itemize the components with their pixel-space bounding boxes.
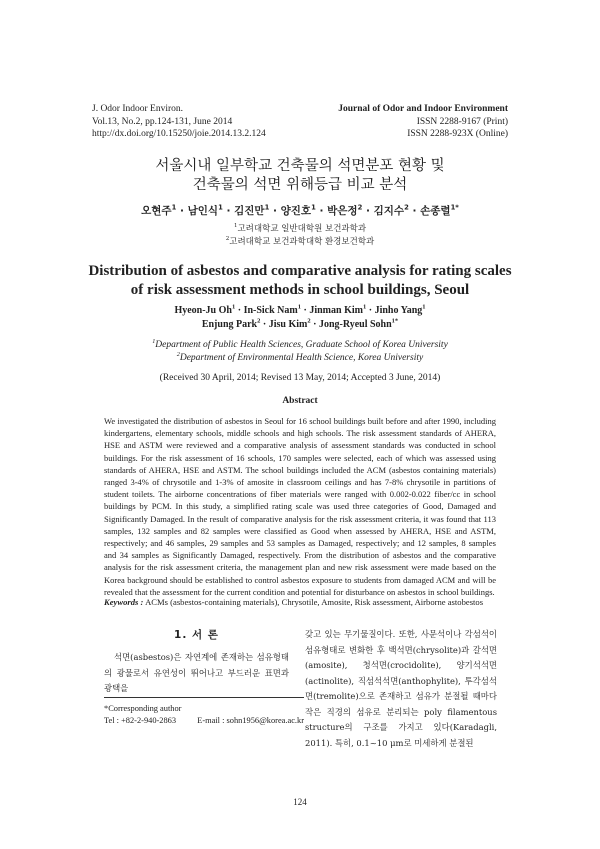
korean-authors: 오현주$^1$ · 남인식$^1$ · 김진만$^1$ · 양진호$^1$ · 박은정$^2$ · 김지수$^2$ · 손종렬$^{1*}$: [141, 203, 459, 217]
author: 오현주$^1$: [141, 203, 177, 217]
korean-title: [0, 157, 600, 195]
author: 김진만$^1$: [234, 203, 270, 217]
english-title-line1: Distribution of asbestos and comparative analysis for rating scales: [88, 263, 512, 279]
korean-affiliation-1: $^1$고려대학교 일반대학원 보건과학과: [233, 223, 367, 234]
author: 김지수$^2$: [373, 203, 409, 217]
email[interactable]: E-mail : sohn1956@korea.ac.kr: [197, 715, 304, 725]
author: 손종렬$^{1*}$: [420, 203, 459, 217]
issn-online: ISSN 2288-923X (Online): [407, 129, 508, 139]
author: 양진호$^1$: [280, 203, 316, 217]
author: Enjung Park$^2$: [201, 317, 261, 330]
english-authors: [0, 304, 600, 331]
journal-short-name: J. Odor Indoor Environ.: [92, 104, 184, 114]
volume-line: Vol.13, No.2, pp.124-131, June 2014: [92, 116, 233, 127]
english-affiliations: [0, 339, 600, 364]
contact-line: [104, 715, 304, 727]
english-title: [0, 262, 600, 300]
author: Jinho Yang$^1$: [374, 303, 426, 316]
abstract-heading: Abstract: [282, 396, 318, 406]
korean-title-line2: 건축물의 석면 위해등급 비교 분석: [192, 177, 408, 193]
english-authors-line2: Enjung Park$^2$ · Jisu Kim$^2$ · Jong-Ryeul Sohn$^{1*}$: [201, 317, 399, 330]
body-right-column: 갖고 있는 무기물질이다. 또한, 사문석이나 각섬석이 섬유형태로 변화한 후 백석면(chrysolite)과 갈석면(amosite), 청석면(crocidolite), 양기석석면(actinolite), 직섬석석면(anthophylite), 투각섬석면(tremolite)으로 존재하고 섬유가 분절될 때마다 작은 직경의 섬유로 분리되는 poly filamentous structure의 구조를 가지고 있다(Karadagli, 2011). 특히, 0.1~10 μm로 미세하게 분절된: [305, 629, 497, 748]
received-dates: (Received 30 April, 2014; Revised 13 May, 2014; Accepted 3 June, 2014): [159, 373, 441, 383]
author: In-Sick Nam$^1$: [243, 303, 301, 316]
abstract-text: We investigated the distribution of asbestos in Seoul for 16 school buildings built before and after 1990, including kindergartens, elementary schools, middle schools and high schools. The risk assessment standards of AHERA, HSE and ASTM were reviewed and a comparative analysis of assessment standards was conducted in school buildings. For the risk assessment of 16 schools, 170 samples were selected, each of which was assessed using standards of AHERA, HSE and ASTM. The school buildings included the ACM (asbestos containing materials) ranged 3-4% of chrysotile and 1-3% of amosite in classroom ceilings and has 7-8% chrysotile in partitions of student toilets. The airborne concentrations of fiber materials were ranged with 0.002-0.022 fiber/cc in school buildings by PCM. In this study, a simplified rating scale was used three categories of Good, Damaged and Significantly Damaged. In the result of comparative analysis for the risk assessment criteria, it was found that 113 samples, 132 samples and 82 samples were classified as Good when assessed by AHERA, HSE and ASTM, respectively; and 46 samples, 29 samples and 53 samples as Damaged, respectively; and 12 samples, 8 samples and 34 samples as Significantly Damaged, respectively. From the distribution of asbestos and the comparative analysis for the risk assessment criteria, the management plan and new risk assessment were made based on the Korea background should be established to control asbestos exposure to students from damaged ACM and will be revealed that the assessment for the current condition and potential for disturbance on asbestos in school buildings.: [104, 416, 496, 597]
body-left-column: 석면(asbestos)은 자연계에 존재하는 섬유형태의 광물로서 유연성이 뛰어나고 부드러운 표면과 광택을: [104, 652, 289, 693]
author: Jong-Ryeul Sohn$^{1*}$: [318, 317, 399, 330]
keywords-label: Keywords :: [104, 597, 144, 607]
korean-title-line1: 서울시내 일부학교 건축물의 석면분포 현황 및: [155, 158, 445, 174]
english-title-line2: of risk assessment methods in school buildings, Seoul: [130, 282, 470, 298]
author: 박은정$^2$: [327, 203, 363, 217]
footnote: [104, 703, 304, 726]
author: Jinman Kim$^1$: [309, 303, 367, 316]
english-affiliation-1: $^1$Department of Public Health Sciences, Graduate School of Korea University: [152, 338, 448, 350]
keywords: [104, 597, 514, 607]
author: Hyeon-Ju Oh$^1$: [174, 303, 236, 316]
english-affiliation-2: $^2$Department of Environmental Health Science, Korea University: [176, 351, 424, 363]
section-title: 1. 서 론: [174, 629, 219, 641]
journal-full-name: Journal of Odor and Indoor Environment: [338, 104, 508, 114]
korean-affiliation-2: $^2$고려대학교 보건과학대학 환경보건학과: [225, 236, 375, 247]
page-number: 124: [293, 797, 307, 807]
author: 남인식$^1$: [187, 203, 223, 217]
issn-print: ISSN 2288-9167 (Print): [416, 116, 508, 127]
author: Jisu Kim$^2$: [268, 317, 311, 330]
keywords-list: ACMs (asbestos-containing materials), Chrysotile, Amosite, Risk assessment, Airborne astobestos: [145, 597, 484, 607]
footnote-divider: [104, 697, 304, 698]
journal-header-right: [338, 103, 508, 141]
tel: Tel : +82-2-940-2863: [104, 715, 177, 725]
doi-link[interactable]: http://dx.doi.org/10.15250/joie.2014.13.2.124: [92, 129, 266, 139]
journal-header-left: [92, 103, 266, 141]
corresponding-author-label: *Corresponding author: [104, 704, 182, 713]
english-authors-line1: Hyeon-Ju $Oh^1$ · In-Sick Nam$^1$ · Jinman Kim$^1$ · Jinho Yang$^1$: [174, 303, 426, 316]
